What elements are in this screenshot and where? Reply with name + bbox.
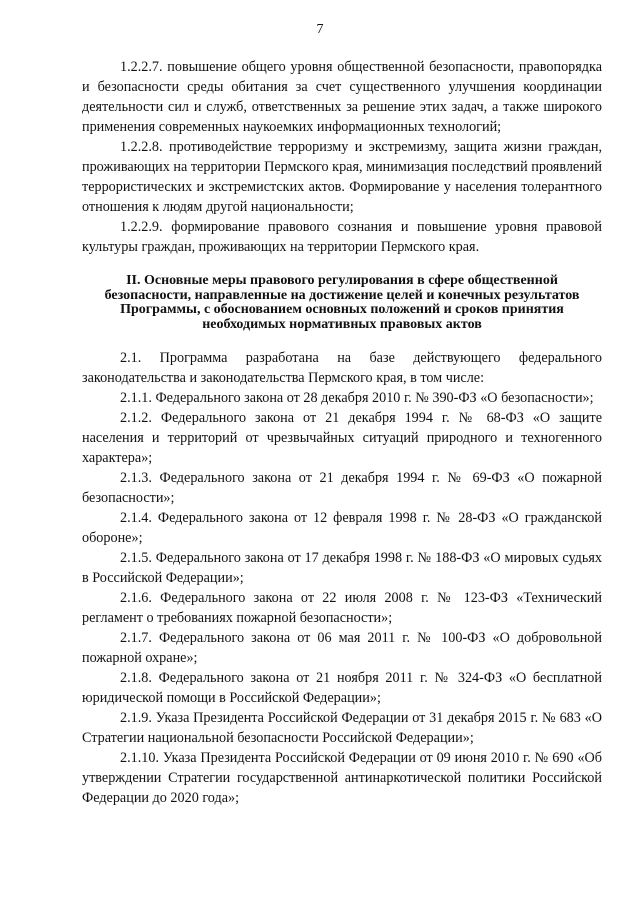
paragraph-1-2-2-9: 1.2.2.9. формирование правового сознания и повышение уровня правовой культуры граждан, проживающих на территории Пермского края. xyxy=(82,219,602,255)
page-number: 7 xyxy=(316,22,324,37)
paragraph-1-2-2-8: 1.2.2.8. противодействие терроризму и экстремизму, защита жизни граждан, проживающих на территории Пермского края, минимизация последствий проявлений террористических и экстремистских актов. Формирование у населения толерантного отношения к людям другой национальности; xyxy=(82,139,602,215)
paragraph-2-1-7: 2.1.7. Федерального закона от 06 мая 2011 г. № 100-ФЗ «О добровольной пожарной охране»; xyxy=(82,630,602,666)
section-heading-line: II. Основные меры правового регулирования в сфере общественной xyxy=(126,273,558,288)
section-heading xyxy=(90,274,594,332)
paragraph-1-2-2-7: 1.2.2.7. повышение общего уровня общественной безопасности, правопорядка и безопасности среды обитания за счет существенного улучшения координации деятельности сил и служб, ответственных за решение этих задач, а также широкого применения современных наукоемких информационных технологий; xyxy=(82,59,602,135)
paragraph-2-1-9: 2.1.9. Указа Президента Российской Федерации от 31 декабря 2015 г. № 683 «О Стратегии национальной безопасности Российской Федерации»; xyxy=(82,710,602,746)
paragraph-2-1-4: 2.1.4. Федерального закона от 12 февраля 1998 г. № 28-ФЗ «О гражданской обороне»; xyxy=(82,510,602,546)
paragraph-2-1-2: 2.1.2. Федерального закона от 21 декабря 1994 г. № 68-ФЗ «О защите населения и территорий от чрезвычайных ситуаций природного и техногенного характера»; xyxy=(82,410,602,466)
document-body xyxy=(82,57,602,808)
paragraph-2-1-6: 2.1.6. Федерального закона от 22 июля 2008 г. № 123-ФЗ «Технический регламент о требованиях пожарной безопасности»; xyxy=(82,590,602,626)
paragraph-2-1-3: 2.1.3. Федерального закона от 21 декабря 1994 г. № 69-ФЗ «О пожарной безопасности»; xyxy=(82,470,602,506)
section-heading-line: необходимых нормативных правовых актов xyxy=(202,316,482,332)
paragraph-2-1-5: 2.1.5. Федерального закона от 17 декабря 1998 г. № 188-ФЗ «О мировых судьях в Российской Федерации»; xyxy=(82,550,602,586)
section-heading-line: безопасности, направленные на достижение целей и конечных результатов xyxy=(104,287,580,303)
section-heading-line: Программы, с обоснованием основных положений и сроков принятия xyxy=(120,302,564,317)
paragraph-2-1-10: 2.1.10. Указа Президента Российской Федерации от 09 июня 2010 г. № 690 «Об утверждении Стратегии государственной антинаркотической политики Российской Федерации до 2020 года»; xyxy=(82,750,602,806)
paragraph-2-1-1: 2.1.1. Федерального закона от 28 декабря 2010 г. № 390-ФЗ «О безопасности»; xyxy=(120,390,594,406)
paragraph-2-1: 2.1. Программа разработана на базе действующего федерального законодательства и законодательства Пермского края, в том числе: xyxy=(82,350,602,386)
paragraph-2-1-8: 2.1.8. Федерального закона от 21 ноября 2011 г. № 324-ФЗ «О бесплатной юридической помощи в Российской Федерации»; xyxy=(82,670,602,706)
